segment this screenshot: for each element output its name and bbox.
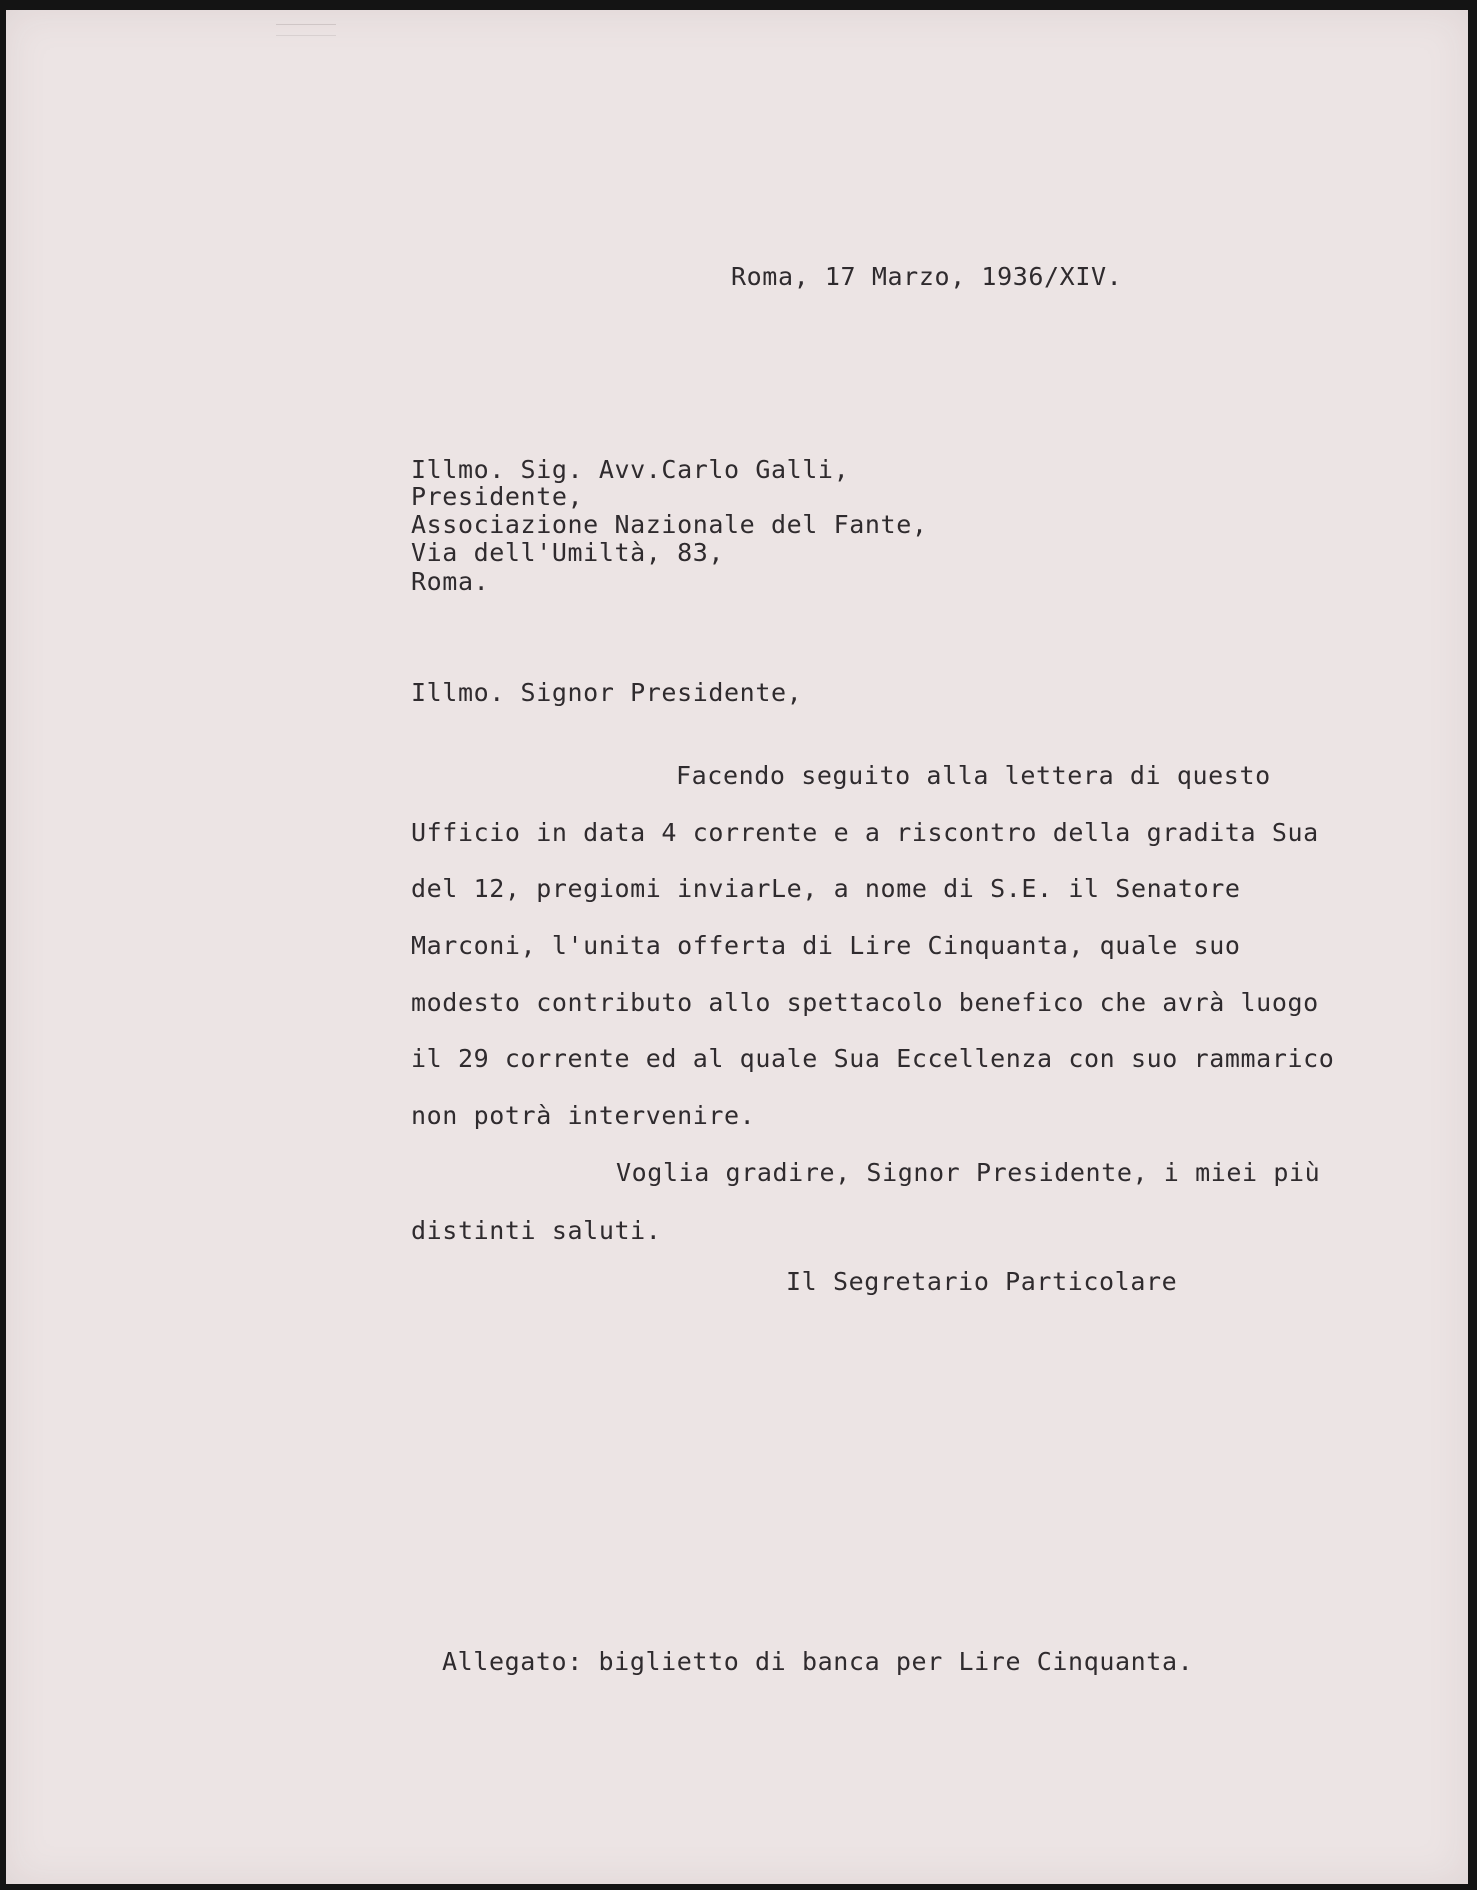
body-line: Facendo seguito alla lettera di questo: [676, 761, 1271, 790]
addressee-line: Via dell'Umiltà, 83,: [411, 538, 725, 567]
enclosure-note: Allegato: biglietto di banca per Lire Cinquanta.: [442, 1647, 1194, 1676]
body-line: il 29 corrente ed al quale Sua Eccellenza con suo rammarico: [411, 1044, 1335, 1073]
body-line: Marconi, l'unita offerta di Lire Cinquanta, quale suo: [411, 931, 1241, 960]
body-line: del 12, pregiomi inviarLe, a nome di S.E. il Senatore: [411, 874, 1241, 903]
salutation: Illmo. Signor Presidente,: [411, 678, 803, 707]
body-line: non potrà intervenire.: [411, 1101, 756, 1130]
body-line: Ufficio in data 4 corrente e a riscontro della gradita Sua: [411, 818, 1319, 847]
date-line: Roma, 17 Marzo, 1936/XIV.: [731, 262, 1123, 291]
letter-page: [6, 10, 1468, 1884]
addressee-line: Presidente,: [411, 482, 584, 511]
closing-line: distinti saluti.: [411, 1216, 662, 1245]
body-line: modesto contributo allo spettacolo benefico che avrà luogo: [411, 988, 1319, 1017]
addressee-line: Associazione Nazionale del Fante,: [411, 510, 928, 539]
closing-line: Voglia gradire, Signor Presidente, i miei più: [616, 1158, 1321, 1187]
addressee-line: Roma.: [411, 567, 490, 596]
addressee-line: Illmo. Sig. Avv.Carlo Galli,: [411, 455, 850, 484]
signature-title: Il Segretario Particolare: [786, 1267, 1178, 1296]
paper-mark: [276, 24, 336, 36]
